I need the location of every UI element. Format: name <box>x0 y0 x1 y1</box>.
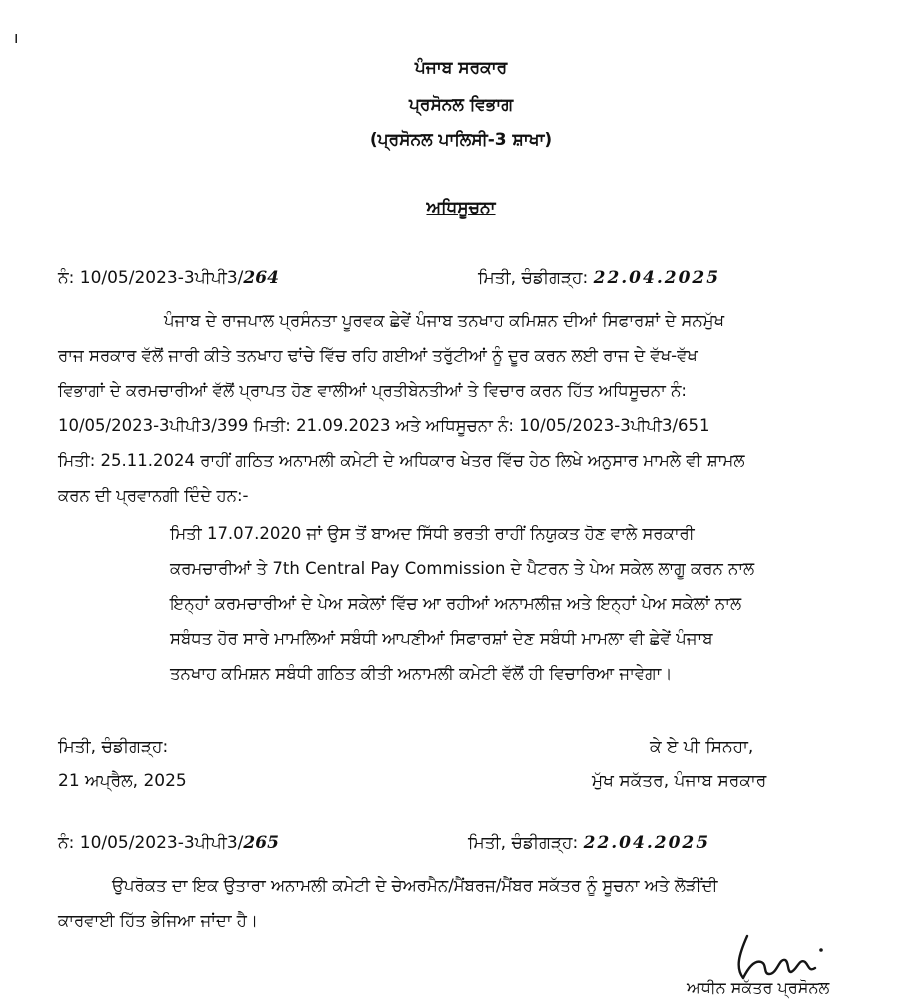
place-date-label: ਮਿਤੀ, ਚੰਡੀਗੜ੍ਹ: <box>58 737 169 757</box>
paragraph-line: ਮਿਤੀ 17.07.2020 ਜਾਂ ਉਸ ਤੋਂ ਬਾਅਦ ਸਿੱਧੀ ਭਰਤੀ ਰਾਹੀਂ ਨਿਯੁਕਤ ਹੋਣ ਵਾਲੇ ਸਰਕਾਰੀ <box>170 524 695 543</box>
corner-mark: ı <box>14 28 19 47</box>
place-date-value: 21 ਅਪ੍ਰੈਲ, 2025 <box>58 771 187 791</box>
paragraph-line: ਰਾਜ ਸਰਕਾਰ ਵੱਲੋਂ ਜਾਰੀ ਕੀਤੇ ਤਨਖਾਹ ਢਾਂਚੇ ਵਿੱਚ ਰਹਿ ਗਈਆਂ ਤਰੁੱਟੀਆਂ ਨੂੰ ਦੂਰ ਕਰਨ ਲਈ ਰਾਜ ਦੇ ਵੱਖ-ਵੱਖ <box>58 346 698 365</box>
paragraph-line: ਉਪਰੋਕਤ ਦਾ ਇਕ ਉਤਾਰਾ ਅਨਾਮਲੀ ਕਮੇਟੀ ਦੇ ਚੇਅਰਮੈਨ/ਮੈਂਬਰਜ/ਮੈਂਬਰ ਸਕੱਤਰ ਨੂੰ ਸੂਚਨਾ ਅਤੇ ਲੋੜੀਂਦੀ <box>112 876 718 895</box>
reference-date <box>478 268 720 288</box>
footer-designation: ਅਧੀਨ ਸਕੱਤਰ ਪ੍ਰਸੋਨਲ <box>687 978 830 997</box>
endorsement-date-handwritten: 22.04.2025 <box>583 833 711 853</box>
endorsement-date-label: ਮਿਤੀ, ਚੰਡੀਗੜ੍ਹ: <box>468 833 579 853</box>
reference-date-handwritten: 22.04.2025 <box>593 268 721 288</box>
paragraph-line: 10/05/2023-3ਪੀਪੀ3/399 ਮਿਤੀ: 21.09.2023 ਅਤੇ ਅਧਿਸੂਚਨਾ ਨੰ: 10/05/2023-3ਪੀਪੀ3/651 <box>58 416 710 435</box>
header-branch: (ਪ੍ਰਸੋਨਲ ਪਾਲਿਸੀ-3 ਸ਼ਾਖਾ) <box>369 130 553 150</box>
header-government: ਪੰਜਾਬ ਸਰਕਾਰ <box>414 58 508 78</box>
reference-number-handwritten: 264 <box>243 268 279 288</box>
reference-number <box>58 268 279 288</box>
notification-title: ਅਧਿਸੂਚਨਾ <box>426 198 496 218</box>
endorsement-number-handwritten: 265 <box>243 833 279 853</box>
reference-date-label: ਮਿਤੀ, ਚੰਡੀਗੜ੍ਹ: <box>478 268 589 288</box>
paragraph-line: ਵਿਭਾਗਾਂ ਦੇ ਕਰਮਚਾਰੀਆਂ ਵੱਲੋਂ ਪ੍ਰਾਪਤ ਹੋਣ ਵਾਲੀਆਂ ਪ੍ਰਤੀਬੇਨਤੀਆਂ ਤੇ ਵਿਚਾਰ ਕਰਨ ਹਿੱਤ ਅਧਿਸੂਚਨਾ ਨੰ: <box>58 381 687 400</box>
paragraph-line: ਕਰਮਚਾਰੀਆਂ ਤੇ 7th Central Pay Commission ਦੇ ਪੈਟਰਨ ਤੇ ਪੇਅ ਸਕੇਲ ਲਾਗੂ ਕਰਨ ਨਾਲ <box>170 559 755 578</box>
endorsement-number <box>58 833 279 853</box>
paragraph-line: ਕਰਨ ਦੀ ਪ੍ਰਵਾਨਗੀ ਦਿੰਦੇ ਹਨ:- <box>58 486 249 505</box>
paragraph-line: ਸਬੰਧਤ ਹੋਰ ਸਾਰੇ ਮਾਮਲਿਆਂ ਸਬੰਧੀ ਆਪਣੀਆਂ ਸਿਫਾਰਸ਼ਾਂ ਦੇਣ ਸਬੰਧੀ ਮਾਮਲਾ ਵੀ ਛੇਵੇਂ ਪੰਜਾਬ <box>170 629 713 648</box>
signatory-designation: ਮੁੱਖ ਸਕੱਤਰ, ਪੰਜਾਬ ਸਰਕਾਰ <box>592 771 767 791</box>
body-paragraph-1 <box>58 303 744 513</box>
body-paragraph-2 <box>170 516 754 691</box>
endorsement-date <box>468 833 710 853</box>
paragraph-line: ਇਨ੍ਹਾਂ ਕਰਮਚਾਰੀਆਂ ਦੇ ਪੇਅ ਸਕੇਲਾਂ ਵਿੱਚ ਆ ਰਹੀਆਂ ਅਨਾਮਲੀਜ਼ ਅਤੇ ਇਨ੍ਹਾਂ ਪੇਅ ਸਕੇਲਾਂ ਨਾਲ <box>170 594 742 613</box>
paragraph-line: ਪੰਜਾਬ ਦੇ ਰਾਜਪਾਲ ਪ੍ਰਸੰਨਤਾ ਪੂਰਵਕ ਛੇਵੇਂ ਪੰਜਾਬ ਤਨਖਾਹ ਕਮਿਸ਼ਨ ਦੀਆਂ ਸਿਫਾਰਸ਼ਾਂ ਦੇ ਸਨਮੁੱਖ <box>164 311 725 330</box>
reference-number-text: ਨੰ: 10/05/2023-3ਪੀਪੀ3/ <box>58 268 244 288</box>
paragraph-line: ਤਨਖਾਹ ਕਮਿਸ਼ਨ ਸਬੰਧੀ ਗਠਿਤ ਕੀਤੀ ਅਨਾਮਲੀ ਕਮੇਟੀ ਵੱਲੋਂ ਹੀ ਵਿਚਾਰਿਆ ਜਾਵੇਗਾ। <box>170 664 673 683</box>
header-department: ਪ੍ਰਸੋਨਲ ਵਿਭਾਗ <box>408 95 514 115</box>
paragraph-line: ਕਾਰਵਾਈ ਹਿੱਤ ਭੇਜਿਆ ਜਾਂਦਾ ਹੈ। <box>58 911 259 930</box>
body-paragraph-3 <box>58 868 718 938</box>
signatory-name: ਕੇ ਏ ਪੀ ਸਿਨਹਾ, <box>650 737 754 757</box>
endorsement-number-text: ਨੰ: 10/05/2023-3ਪੀਪੀ3/ <box>58 833 244 853</box>
paragraph-line: ਮਿਤੀ: 25.11.2024 ਰਾਹੀਂ ਗਠਿਤ ਅਨਾਮਲੀ ਕਮੇਟੀ ਦੇ ਅਧਿਕਾਰ ਖੇਤਰ ਵਿੱਚ ਹੇਠ ਲਿਖੇ ਅਨੁਸਾਰ ਮਾਮਲੇ ਵੀ ਸ਼ਾਮਲ <box>58 451 745 470</box>
